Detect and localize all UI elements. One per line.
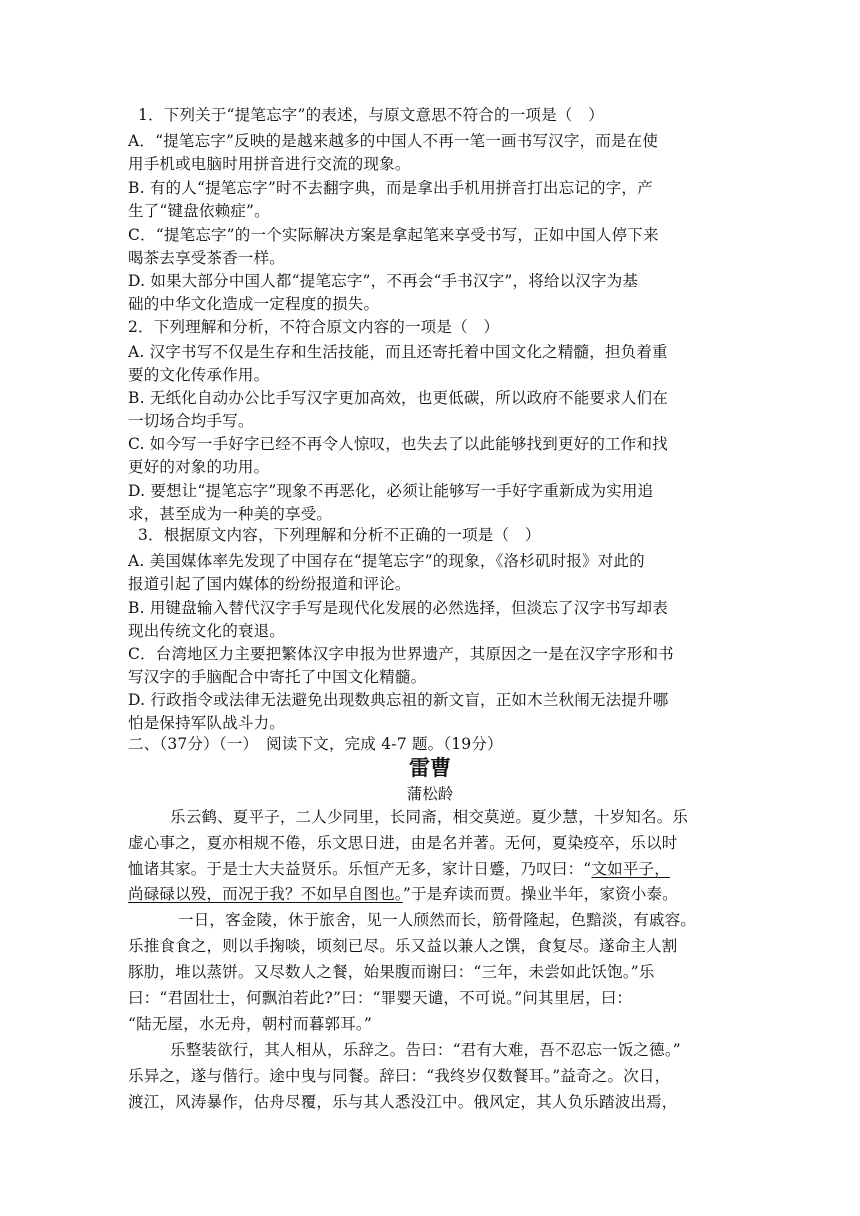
p2-line1: 一日，客金陵，休于旅舍，见一人颀然而长，筋骨隆起，色黯淡，有戚容。: [178, 911, 697, 929]
q3-option-a-line1: A. 美国媒体率先发现了中国存在“提笔忘字”的现象，《洛杉矶时报》对此的: [128, 552, 645, 570]
p1-line2: 虚心事之，夏亦相规不倦，乐文思日进，由是名并著。无何，夏染疫卒，乐以时: [128, 834, 678, 852]
q1-option-b-line2: 生了“键盘依赖症”。: [128, 202, 270, 220]
q3-option-a-line2: 报道引起了国内媒体的纷纷报道和评论。: [128, 575, 411, 593]
q2-option-c-line1: C. 如今写一手好字已经不再令人惊叹，也失去了以此能够找到更好的工作和找: [128, 435, 668, 453]
underlined-sentence-part2: 尚碌碌以殁，而况于我？不如早自图也。: [128, 885, 403, 903]
p2-line3: 豚肋，堆以蒸饼。又尽数人之餐，始果腹而谢曰：“三年，未尝如此饫饱。”乐: [128, 963, 655, 981]
p2-line4: 曰：“君固壮士，何飘泊若此?”曰：“罪婴天谴，不可说。”问其里居，曰：: [128, 989, 633, 1007]
q3-option-d-line1: D. 行政指令或法律无法避免出现数典忘祖的新文盲，正如木兰秋闱无法提升哪: [128, 691, 669, 709]
p1-line1: 乐云鹤、夏平子，二人少同里，长同斋，相交莫逆。夏少慧，十岁知名。乐: [170, 808, 689, 826]
q2-option-a-line2: 要的文化传承作用。: [128, 366, 270, 384]
q2-option-c-line2: 更好的对象的功用。: [128, 458, 270, 476]
underlined-sentence-part1: 文如平子，: [591, 860, 670, 878]
q2-option-a-line1: A. 汉字书写不仅是生存和生活技能，而且还寄托着中国文化之精髓，担负着重: [128, 343, 668, 361]
q1-option-d-line1: D. 如果大部分中国人都“提笔忘字”，不再会“手书汉字”，将给以汉字为基: [128, 272, 639, 290]
q3-option-b-line2: 现出传统文化的衰退。: [128, 622, 286, 640]
q3-option-c-line2: 写汉字的手脑配合中寄托了中国文化精髓。: [128, 668, 427, 686]
q2-option-d-line2: 求，甚至成为一种美的享受。: [128, 505, 333, 523]
q3-option-c-line1: C．台湾地区力主要把繁体汉字申报为世界遗产，其原因之一是在汉字字形和书: [128, 645, 674, 663]
q1-option-b-line1: B. 有的人“提笔忘字”时不去翻字典，而是拿出手机用拼音打出忘记的字，产: [128, 179, 653, 197]
p3-line1: 乐整装欲行，其人相从，乐辞之。告曰：“君有大难，吾不忍忘一饭之德。”: [170, 1041, 681, 1059]
p2-line2: 乐推食食之，则以手掬啖，顷刻已尽。乐又益以兼人之馔，食复尽。遂命主人割: [128, 937, 678, 955]
p1-line4-tail: ”于是弃读而贾。操业半年，家资小泰。: [402, 885, 678, 903]
q1-option-a-line2: 用手机或电脑时用拼音进行交流的现象。: [128, 155, 411, 173]
q1-option-a-line1: A．“提笔忘字”反映的是越来越多的中国人不再一笔一画书写汉字，而是在使: [128, 132, 659, 150]
p1-line3: [128, 858, 670, 880]
q2-option-b-line1: B. 无纸化自动办公比手写汉字更加高效，也更低碳，所以政府不能要求人们在: [128, 389, 668, 407]
passage-author: 蒲松龄: [406, 785, 454, 803]
q1-option-c-line1: C．“提笔忘字”的一个实际解决方案是拿起笔来享受书写，正如中国人停下来: [128, 226, 659, 244]
q3-stem: 3．根据原文内容，下列理解和分析不正确的一项是（ ）: [138, 526, 541, 544]
q2-option-d-line1: D. 要想让“提笔忘字”现象不再恶化，必须让能够写一手好字重新成为实用追: [128, 482, 654, 500]
p2-line5: “陆无屋，水无舟，朝村而暮郭耳。”: [128, 1015, 372, 1033]
q3-option-d-line2: 怕是保持军队战斗力。: [128, 714, 286, 732]
q3-option-b-line1: B. 用键盘输入替代汉字手写是现代化发展的必然选择，但淡忘了汉字书写却表: [128, 599, 668, 617]
q1-stem: 1．下列关于“提笔忘字”的表述，与原文意思不符合的一项是（ ）: [138, 106, 604, 124]
p3-line3: 渡江，风涛暴作，估舟尽覆，乐与其人悉没江中。俄风定，其人负乐踏波出焉，: [128, 1093, 678, 1111]
section-heading: 二、（37分）（一） 阅读下文，完成 4-7 题。（19分）: [128, 735, 503, 753]
q1-option-c-line2: 喝茶去享受茶香一样。: [128, 249, 286, 267]
p1-line4: [128, 883, 678, 905]
passage-title: 雷曹: [409, 756, 451, 780]
q2-option-b-line2: 一切场合均手写。: [128, 412, 254, 430]
q1-option-d-line2: 础的中华文化造成一定程度的损失。: [128, 295, 380, 313]
q2-stem: 2．下列理解和分析，不符合原文内容的一项是（ ）: [128, 318, 500, 336]
p3-line2: 乐异之，遂与偕行。途中曳与同餐。辞曰：“我终岁仅数餐耳。”益奇之。次日，: [128, 1067, 671, 1085]
p1-line3-text: 恤诸其家。于是士大夫益贤乐。乐恒产无多，家计日蹙，乃叹曰：“: [128, 860, 592, 878]
